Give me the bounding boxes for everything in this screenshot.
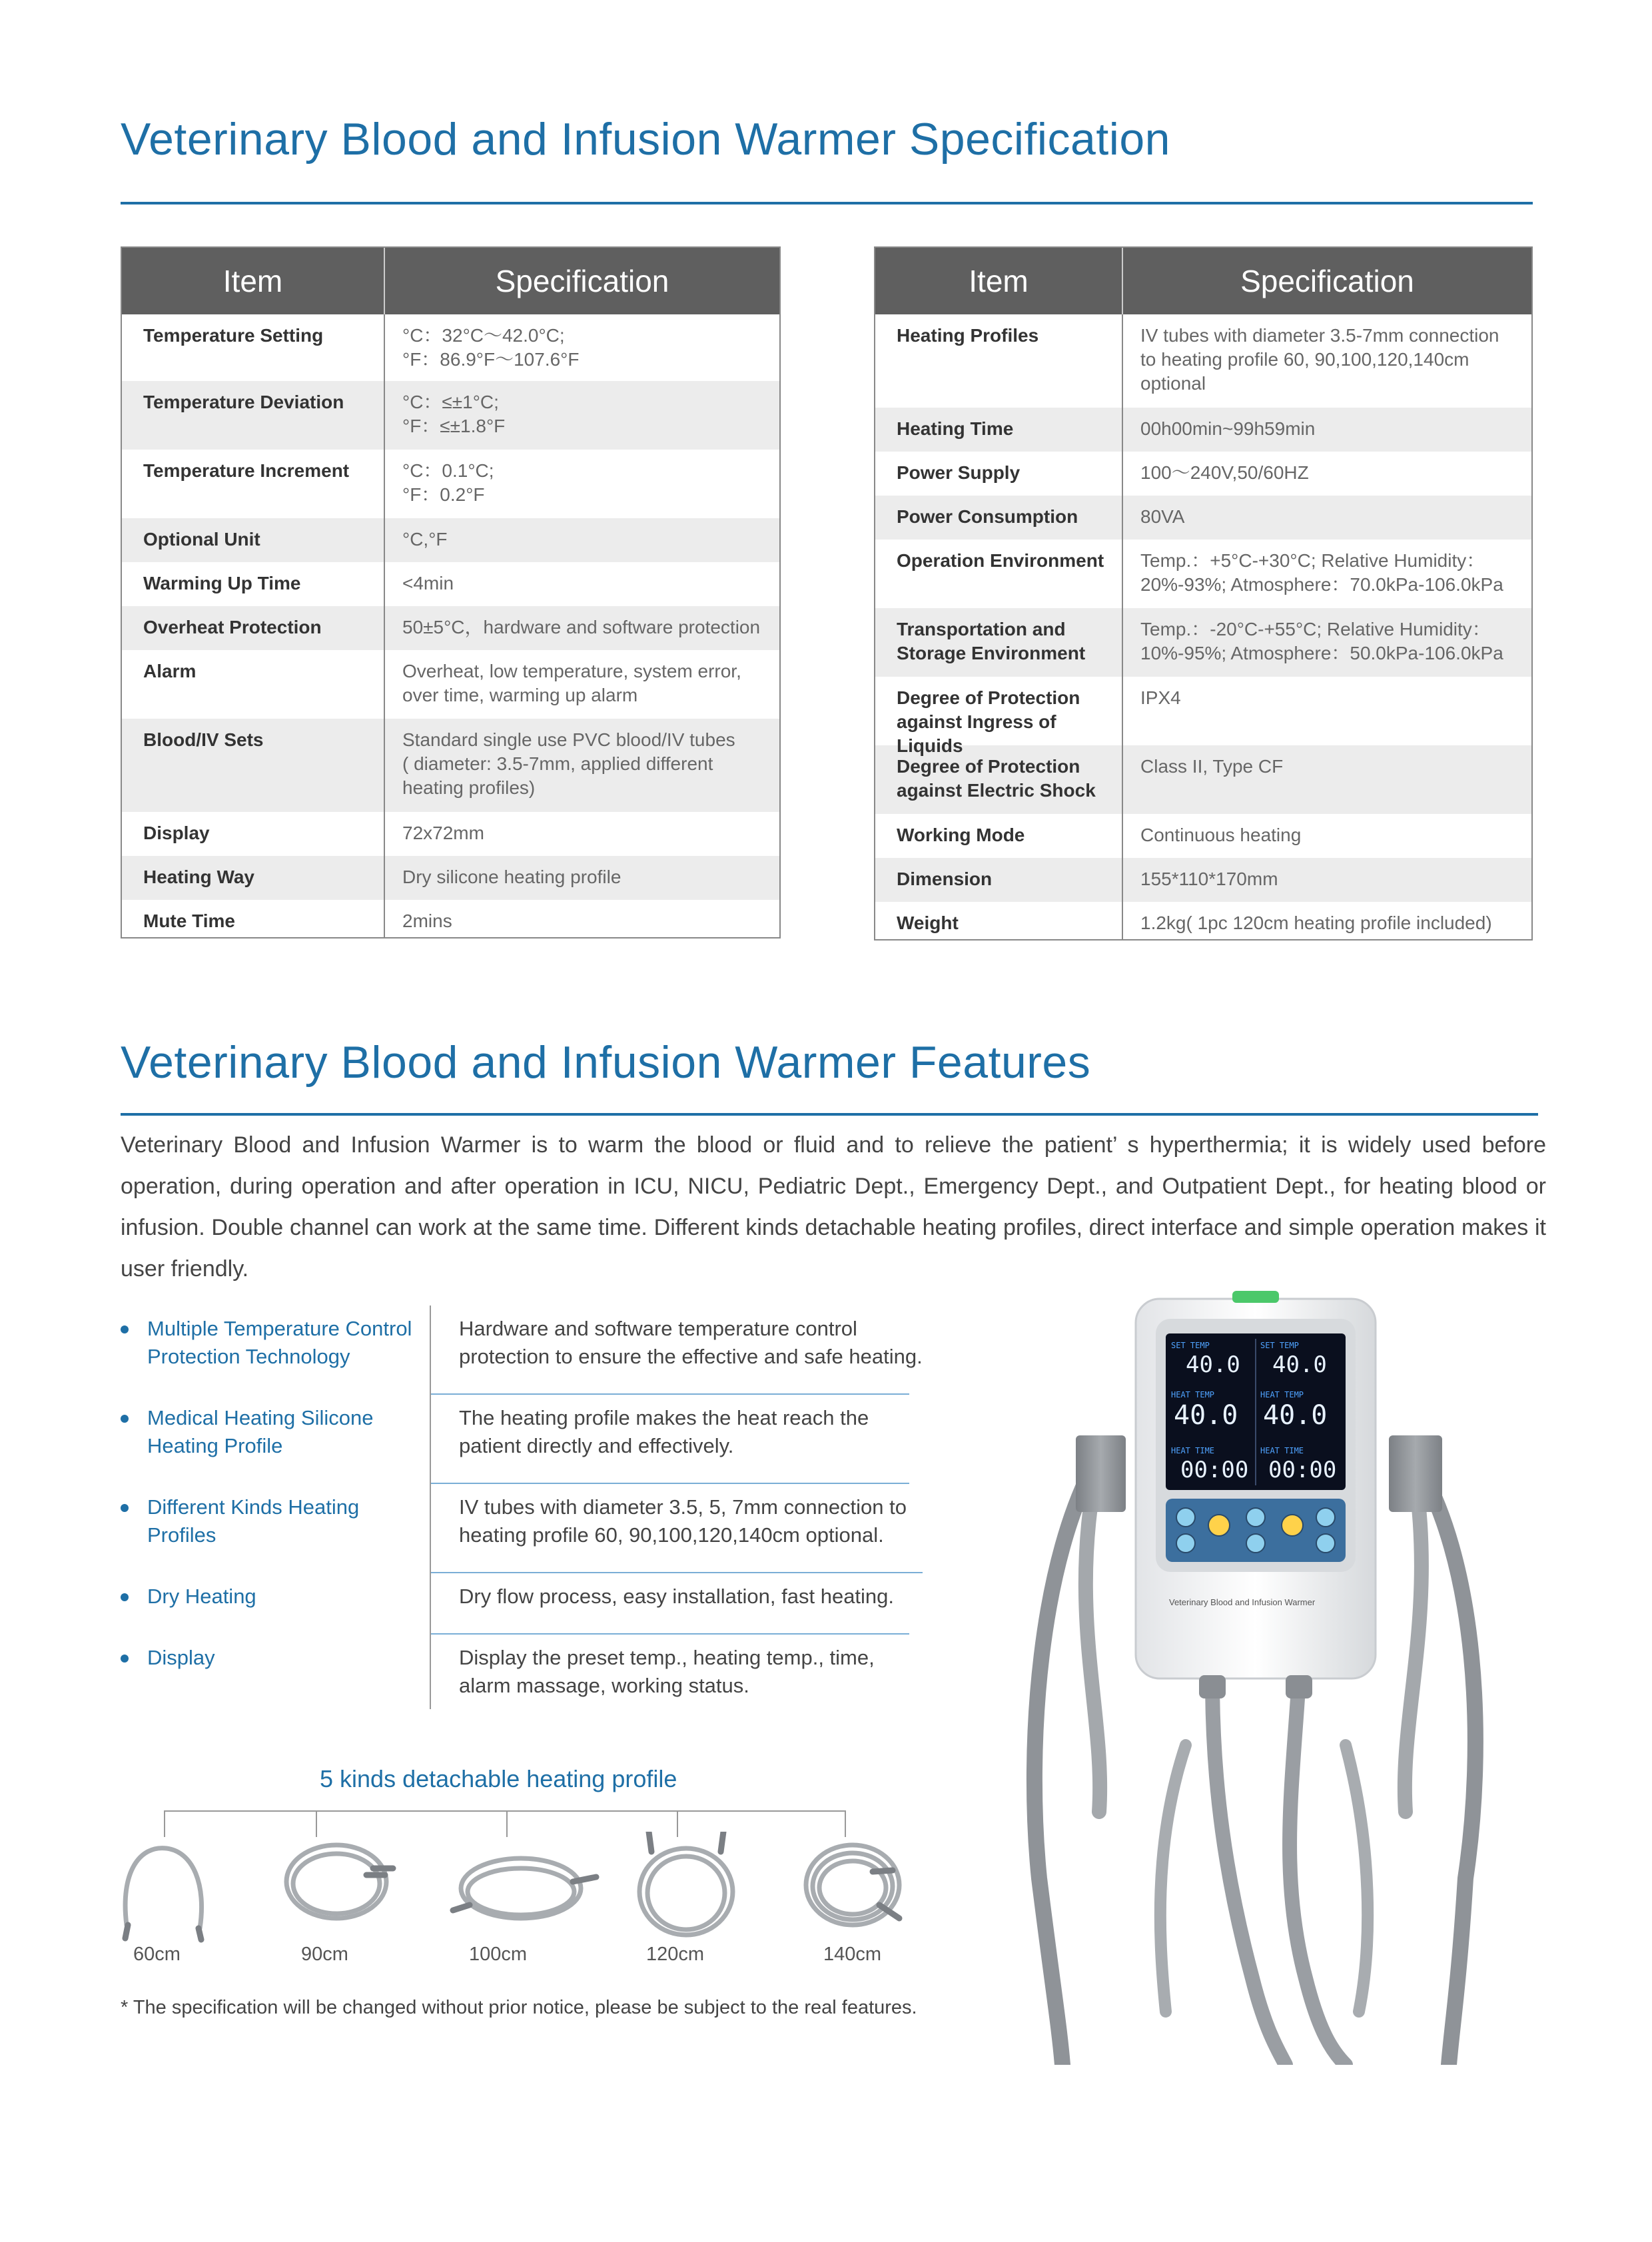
spec-row (875, 902, 1531, 939)
feature-name: Display (147, 1646, 215, 1669)
spec-item-name: Degree of Protection against Electric Shock (875, 745, 1123, 814)
spec-row (875, 452, 1531, 496)
spec-item-value: Dry silicone heating profile (402, 867, 621, 887)
lcd-set-temp-2: 40.0 (1272, 1351, 1327, 1378)
header-specification: Specification (495, 264, 669, 298)
spec-item-value: 100～240V,50/60HZ (1140, 462, 1309, 483)
unit-button (1246, 1508, 1265, 1527)
spec-item-value: Class II, Type CF (1140, 756, 1284, 777)
spec-item-name: Warming Up Time (122, 562, 385, 606)
spec-item-name: Operation Environment (875, 540, 1123, 608)
spec-title-rule (121, 202, 1533, 204)
left-clamp (1076, 1435, 1126, 1512)
profile-caption-120cm: 120cm (646, 1944, 705, 1965)
spec-item-name: Weight (875, 902, 1123, 939)
spec-row (875, 677, 1531, 756)
spec-item-name: Mute Time (122, 900, 385, 937)
spec-table-left (121, 246, 781, 938)
spec-row (875, 858, 1531, 902)
profile-caption-140cm: 140cm (823, 1944, 882, 1965)
channel2-start-button (1282, 1515, 1303, 1536)
spec-item-value: °C：0.1°C; °F：0.2°F (402, 460, 494, 505)
spec-row (875, 314, 1531, 408)
spec-item-value: Continuous heating (1140, 825, 1302, 845)
feature-description: Hardware and software temperature control protection to ensure the effective and safe heating. (459, 1317, 923, 1368)
features-section-title: Veterinary Blood and Infusion Warmer Features (121, 1037, 1091, 1088)
spec-item-value: °C：≤±1°C; °F：≤±1.8°F (402, 392, 506, 436)
spec-item-value: 1.2kg( 1pc 120cm heating profile included) (1140, 913, 1492, 933)
spec-item-value: °C：32°C～42.0°C; °F：86.9°F～107.6°F (402, 325, 580, 370)
feature-row (121, 1573, 933, 1635)
spec-item-name: Optional Unit (122, 518, 385, 562)
feature-description: The heating profile makes the heat reach the patient directly and effectively. (459, 1406, 869, 1457)
spec-item-value: 72x72mm (402, 823, 484, 843)
spec-row (122, 518, 779, 562)
spec-row (122, 381, 779, 450)
profile-60cm-coil (125, 1848, 202, 1940)
feature-name-cell (121, 1306, 431, 1395)
connector-left (1199, 1675, 1226, 1698)
spec-row (122, 812, 779, 856)
feature-row (121, 1306, 933, 1395)
spec-item-value: IV tubes with diameter 3.5-7mm connection to heating profile 60, 90,100,120,140cm optional (1140, 325, 1499, 394)
header-item: Item (875, 248, 1123, 314)
profile-140cm-coil (806, 1845, 899, 1925)
spec-item-name: Temperature Setting (122, 314, 385, 381)
spec-item-name: Degree of Protection against Ingress of Liquids (875, 677, 1123, 745)
channel2-down-button (1316, 1534, 1335, 1553)
lcd-set-temp-label-2: SET TEMP (1260, 1341, 1299, 1350)
spec-item-name: Temperature Deviation (122, 381, 385, 450)
spec-item-value: Overheat, low temperature, system error, over time, warming up alarm (402, 661, 741, 705)
spec-item-value: Standard single use PVC blood/IV tubes ( diameter: 3.5-7mm, applied different heating profiles) (402, 729, 735, 798)
lcd-heat-temp-1: 40.0 (1174, 1400, 1238, 1431)
feature-description: Dry flow process, easy installation, fast heating. (459, 1585, 895, 1608)
bullet-icon (121, 1415, 129, 1423)
lcd-set-temp-label-1: SET TEMP (1171, 1341, 1210, 1350)
spec-row (122, 606, 779, 650)
channel2-up-button (1316, 1508, 1335, 1527)
profile-100cm-coil (453, 1858, 596, 1918)
spec-row (122, 450, 779, 518)
spec-item-value: 2mins (402, 911, 452, 931)
profiles-title: 5 kinds detachable heating profile (320, 1765, 677, 1792)
spec-row (875, 608, 1531, 677)
device-illustration (999, 1279, 1519, 2065)
feature-name-cell (121, 1484, 431, 1573)
spec-item-value: °C,°F (402, 529, 448, 550)
spec-item-name: Dimension (875, 858, 1123, 902)
right-clamp (1389, 1435, 1442, 1512)
spec-item-name: Display (122, 812, 385, 856)
lcd-heat-temp-label-1: HEAT TEMP (1171, 1390, 1215, 1399)
header-specification: Specification (1240, 264, 1414, 298)
spec-row (122, 314, 779, 381)
spec-row (875, 540, 1531, 608)
spec-item-value: 50±5°C，hardware and software protection (402, 617, 761, 637)
spec-item-value: Temp.：-20°C-+55°C; Relative Humidity： 10%-95%; Atmosphere：50.0kPa-106.0kPa (1140, 619, 1503, 663)
profile-caption-90cm: 90cm (301, 1944, 348, 1965)
spec-item-name: Power Supply (875, 452, 1123, 496)
spec-table-right (874, 246, 1533, 940)
spec-item-value: 80VA (1140, 506, 1185, 527)
spec-row (875, 814, 1531, 858)
feature-name: Dry Heating (147, 1585, 256, 1608)
spec-row (122, 562, 779, 606)
mute-button (1246, 1534, 1265, 1553)
spec-row (875, 408, 1531, 452)
spec-item-value: <4min (402, 573, 454, 593)
spec-row (875, 745, 1531, 814)
spec-item-name: Alarm (122, 650, 385, 719)
feature-name: Different Kinds Heating Profiles (147, 1495, 360, 1547)
feature-description: IV tubes with diameter 3.5, 5, 7mm connection to heating profile 60, 90,100,120,140cm optional. (459, 1495, 907, 1547)
feature-name: Multiple Temperature Control Protection Technology (147, 1317, 412, 1368)
spec-row (122, 650, 779, 719)
feature-name-cell (121, 1573, 431, 1635)
feature-name-cell (121, 1395, 431, 1484)
lcd-heat-time-label-2: HEAT TIME (1260, 1446, 1304, 1455)
header-item: Item (122, 248, 385, 314)
features-intro-paragraph: Veterinary Blood and Infusion Warmer is to warm the blood or fluid and to relieve the patient’ s hyperthermia; it is widely used before operation, during operation and after operation in ICU, NICU, Pediatric Dept., Emergency Dept., and Outpatient Dept., for heating blood or infusion. Double channel can work at the same time. Different kinds detachable heating profiles, direct interface and simple operation makes it user friendly. (121, 1132, 1546, 1282)
spec-row (122, 900, 779, 937)
device-label: Veterinary Blood and Infusion Warmer (1169, 1597, 1316, 1607)
lcd-heat-temp-label-2: HEAT TEMP (1260, 1390, 1304, 1399)
bullet-icon (121, 1325, 129, 1333)
spec-item-name: Overheat Protection (122, 606, 385, 650)
spec-item-name: Transportation and Storage Environment (875, 608, 1123, 677)
spec-section-title: Veterinary Blood and Infusion Warmer Specification (121, 114, 1170, 165)
spec-item-value: Temp.：+5°C-+30°C; Relative Humidity： 20%-93%; Atmosphere：70.0kPa-106.0kPa (1140, 550, 1503, 595)
lcd-set-temp-1: 40.0 (1186, 1351, 1240, 1378)
spec-item-name: Power Consumption (875, 496, 1123, 540)
bullet-icon (121, 1593, 129, 1601)
lcd-heat-time-label-1: HEAT TIME (1171, 1446, 1215, 1455)
status-led (1232, 1291, 1279, 1303)
lcd-time-1: 00:00 (1180, 1457, 1249, 1483)
channel1-up-button (1176, 1508, 1195, 1527)
feature-name: Medical Heating Silicone Heating Profile (147, 1406, 374, 1457)
feature-description: Display the preset temp., heating temp., time, alarm massage, working status. (459, 1646, 875, 1697)
profile-caption-100cm: 100cm (469, 1944, 528, 1965)
spec-table-header (122, 248, 779, 314)
channel1-down-button (1176, 1534, 1195, 1553)
spec-item-name: Working Mode (875, 814, 1123, 858)
spec-table-header (875, 248, 1531, 314)
channel1-start-button (1208, 1515, 1230, 1536)
bullet-icon (121, 1504, 129, 1512)
spec-item-name: Temperature Increment (122, 450, 385, 518)
spec-item-name: Heating Time (875, 408, 1123, 452)
spec-item-name: Blood/IV Sets (122, 719, 385, 812)
profile-caption-60cm: 60cm (133, 1944, 181, 1965)
spec-row (875, 496, 1531, 540)
lcd-heat-temp-2: 40.0 (1263, 1400, 1328, 1431)
feature-row (121, 1395, 933, 1484)
profile-90cm-coil (286, 1845, 393, 1918)
feature-row (121, 1484, 933, 1573)
spec-row (122, 856, 779, 900)
feature-name-cell (121, 1635, 431, 1709)
spec-row (122, 719, 779, 812)
lcd-time-2: 00:00 (1268, 1457, 1337, 1483)
bullet-icon (121, 1655, 129, 1663)
profile-120cm-coil (639, 1832, 733, 1935)
features-title-rule (121, 1113, 1538, 1116)
disclaimer-note: * The specification will be changed without prior notice, please be subject to the real features. (121, 1997, 917, 2018)
heating-profiles-illustration (113, 1832, 913, 1945)
connector-right (1286, 1675, 1312, 1698)
spec-item-value: 00h00min~99h59min (1140, 418, 1316, 439)
spec-item-name: Heating Way (122, 856, 385, 900)
spec-item-value: IPX4 (1140, 687, 1181, 708)
feature-row (121, 1635, 933, 1709)
spec-item-value: 155*110*170mm (1140, 869, 1278, 889)
spec-item-name: Heating Profiles (875, 314, 1123, 408)
